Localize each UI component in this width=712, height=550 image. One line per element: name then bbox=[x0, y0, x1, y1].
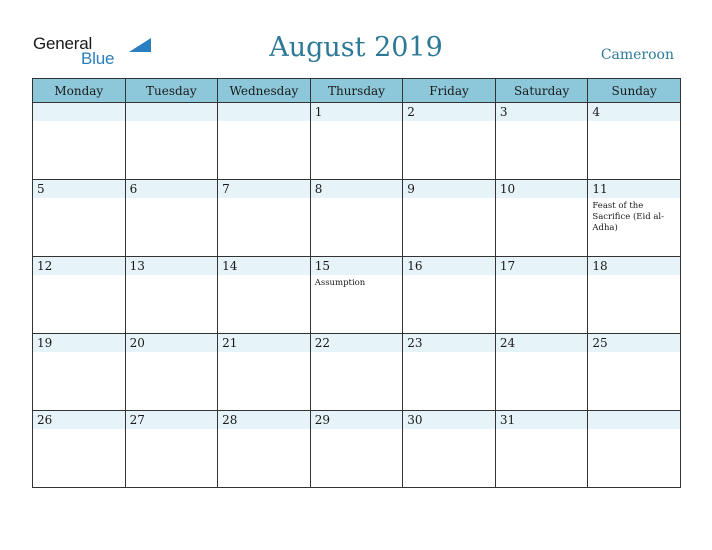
calendar-day-cell bbox=[403, 103, 496, 180]
country-label: Cameroon bbox=[600, 47, 674, 63]
weekday-header: Tuesday bbox=[125, 79, 218, 103]
calendar-week-row bbox=[33, 180, 681, 257]
day-number: 2 bbox=[403, 103, 495, 121]
calendar-day-cell bbox=[495, 103, 588, 180]
day-number: 16 bbox=[403, 257, 495, 275]
day-number: 19 bbox=[33, 334, 125, 352]
day-number: 22 bbox=[311, 334, 403, 352]
calendar-day-cell bbox=[218, 334, 311, 411]
day-number bbox=[126, 103, 218, 121]
day-number: 18 bbox=[588, 257, 680, 275]
day-number: 30 bbox=[403, 411, 495, 429]
day-number: 23 bbox=[403, 334, 495, 352]
calendar-day-cell bbox=[403, 334, 496, 411]
day-number: 24 bbox=[496, 334, 588, 352]
calendar-day-cell bbox=[403, 180, 496, 257]
day-number: 5 bbox=[33, 180, 125, 198]
calendar-day-cell bbox=[310, 103, 403, 180]
calendar-day-cell bbox=[33, 411, 126, 488]
calendar-week-row bbox=[33, 257, 681, 334]
holiday-event: Feast of the Sacrifice (Eid al-Adha) bbox=[592, 201, 665, 233]
weekday-header-row bbox=[33, 79, 681, 103]
day-number: 9 bbox=[403, 180, 495, 198]
calendar-day-cell bbox=[33, 103, 126, 180]
calendar-day-cell bbox=[218, 180, 311, 257]
day-number: 14 bbox=[218, 257, 310, 275]
page-title: August 2019 bbox=[269, 32, 443, 63]
day-number bbox=[588, 411, 680, 429]
calendar-day-cell bbox=[588, 257, 681, 334]
calendar-week-row bbox=[33, 334, 681, 411]
day-number: 15 bbox=[311, 257, 403, 275]
calendar-day-cell bbox=[125, 180, 218, 257]
calendar-grid bbox=[32, 78, 681, 488]
day-number: 1 bbox=[311, 103, 403, 121]
calendar-day-cell bbox=[125, 257, 218, 334]
weekday-header: Saturday bbox=[495, 79, 588, 103]
calendar-day-cell bbox=[403, 257, 496, 334]
weekday-header: Monday bbox=[33, 79, 126, 103]
calendar-week-row bbox=[33, 103, 681, 180]
day-number: 21 bbox=[218, 334, 310, 352]
calendar-day-cell bbox=[310, 334, 403, 411]
calendar-day-cell bbox=[310, 411, 403, 488]
day-number: 20 bbox=[126, 334, 218, 352]
day-number: 26 bbox=[33, 411, 125, 429]
calendar-day-cell bbox=[125, 411, 218, 488]
calendar-day-cell bbox=[125, 334, 218, 411]
calendar-day-cell bbox=[218, 103, 311, 180]
calendar-day-cell bbox=[33, 180, 126, 257]
day-number: 17 bbox=[496, 257, 588, 275]
day-number bbox=[33, 103, 125, 121]
day-number: 31 bbox=[496, 411, 588, 429]
calendar-day-cell bbox=[588, 411, 681, 488]
calendar-day-cell bbox=[495, 257, 588, 334]
calendar-day-cell bbox=[218, 411, 311, 488]
calendar-day-cell bbox=[33, 334, 126, 411]
day-number: 25 bbox=[588, 334, 680, 352]
calendar-day-cell bbox=[125, 103, 218, 180]
day-number: 10 bbox=[496, 180, 588, 198]
calendar-day-cell bbox=[588, 334, 681, 411]
calendar-day-cell bbox=[495, 334, 588, 411]
calendar-week-row bbox=[33, 411, 681, 488]
day-number: 11 bbox=[588, 180, 680, 198]
day-number: 6 bbox=[126, 180, 218, 198]
holiday-event: Assumption bbox=[314, 278, 366, 288]
calendar-day-cell bbox=[218, 257, 311, 334]
calendar-day-cell bbox=[495, 180, 588, 257]
calendar-day-cell bbox=[310, 257, 403, 334]
calendar-day-cell bbox=[588, 103, 681, 180]
calendar-day-cell bbox=[403, 411, 496, 488]
day-number bbox=[218, 103, 310, 121]
day-number: 8 bbox=[311, 180, 403, 198]
logo-blue-text: Blue bbox=[81, 49, 115, 68]
weekday-header: Thursday bbox=[310, 79, 403, 103]
calendar-day-cell bbox=[310, 180, 403, 257]
weekday-header: Friday bbox=[403, 79, 496, 103]
day-number: 12 bbox=[33, 257, 125, 275]
day-number: 28 bbox=[218, 411, 310, 429]
day-number: 7 bbox=[218, 180, 310, 198]
day-number: 4 bbox=[588, 103, 680, 121]
calendar-day-cell bbox=[33, 257, 126, 334]
logo-general-text: General bbox=[33, 34, 93, 53]
weekday-header: Wednesday bbox=[218, 79, 311, 103]
day-number: 13 bbox=[126, 257, 218, 275]
day-number: 29 bbox=[311, 411, 403, 429]
day-number: 27 bbox=[126, 411, 218, 429]
calendar-day-cell bbox=[588, 180, 681, 257]
weekday-header: Sunday bbox=[588, 79, 681, 103]
day-number: 3 bbox=[496, 103, 588, 121]
calendar-day-cell bbox=[495, 411, 588, 488]
